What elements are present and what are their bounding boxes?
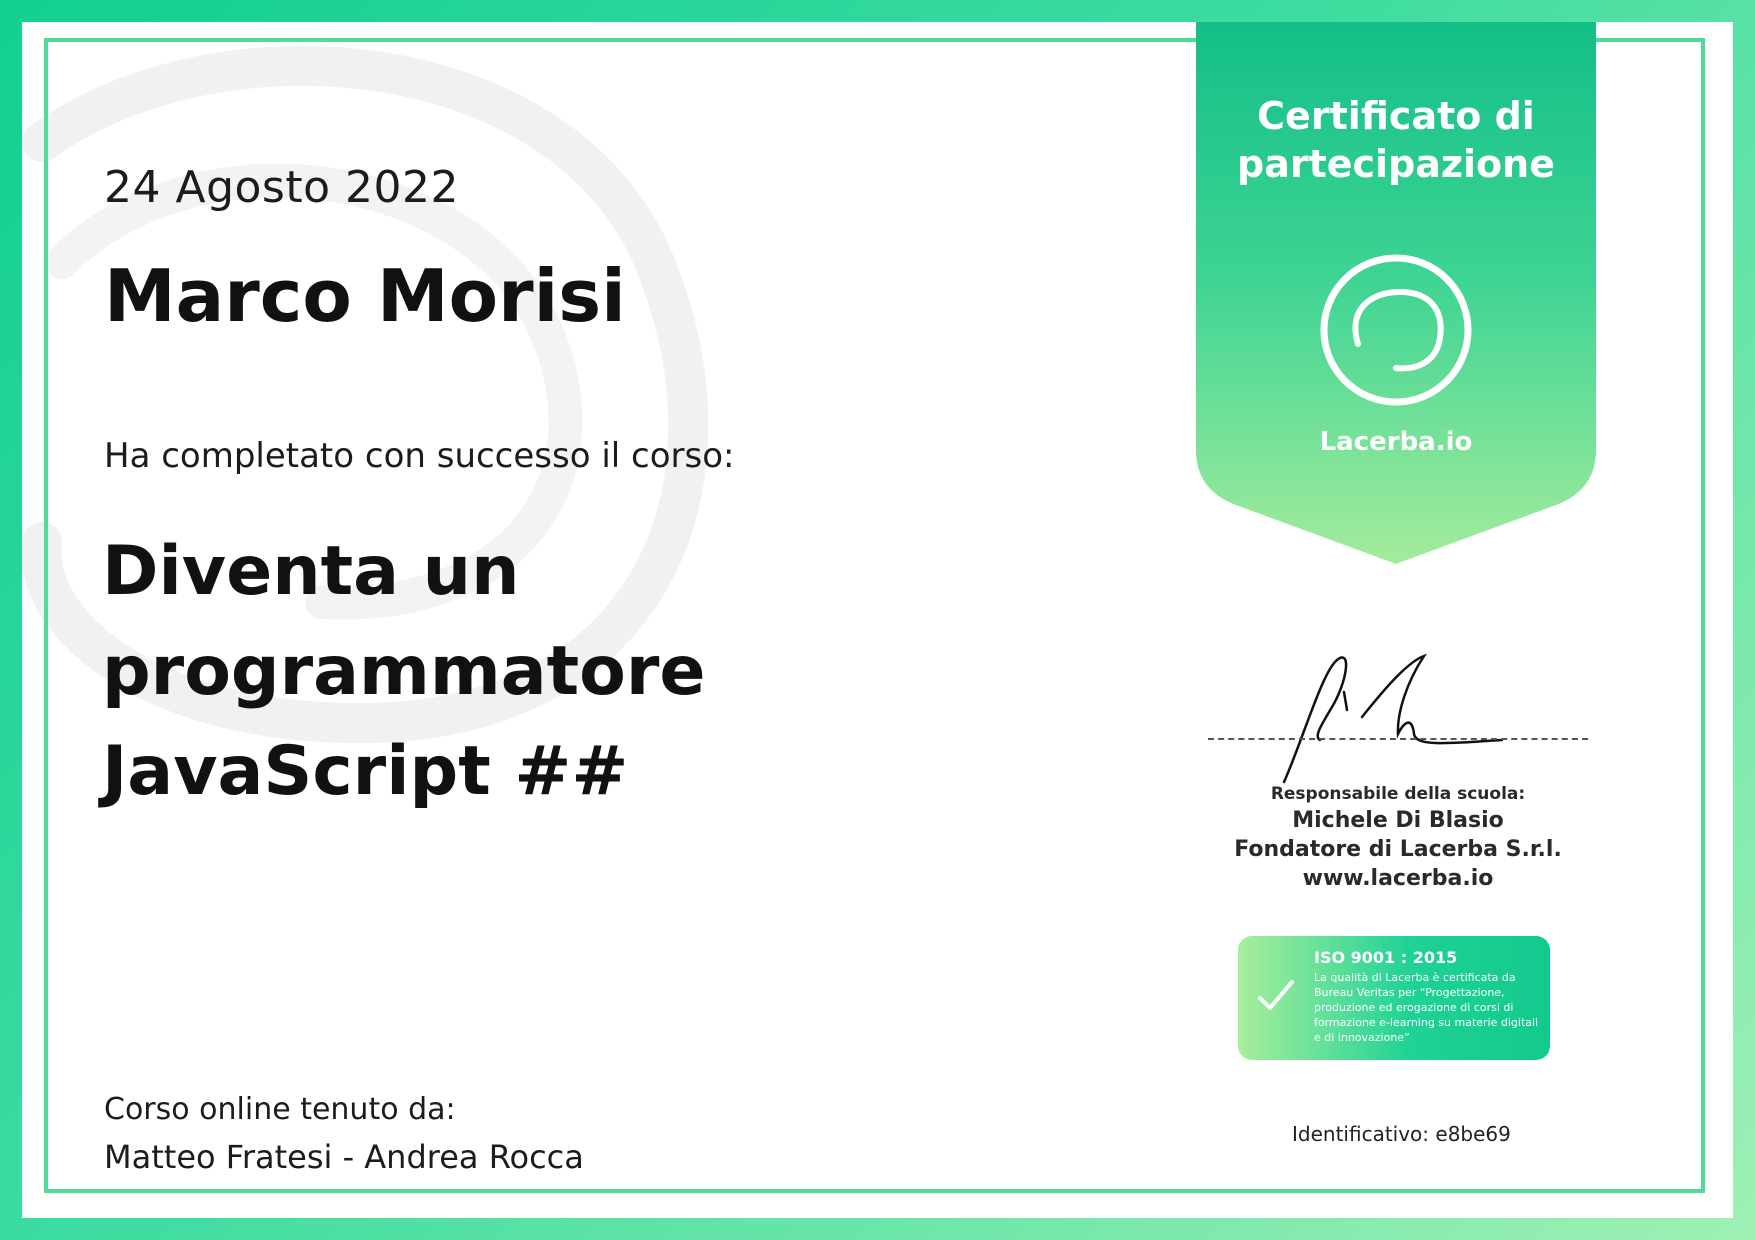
ribbon-title-line-2: partecipazione bbox=[1237, 142, 1555, 186]
iso-title: ISO 9001 : 2015 bbox=[1314, 948, 1458, 967]
course-title bbox=[102, 522, 1102, 822]
signature-line bbox=[1208, 738, 1588, 740]
signer-title: Fondatore di Lacerba S.r.l. bbox=[1234, 837, 1562, 862]
signer-role: Responsabile della scuola: bbox=[1270, 784, 1526, 804]
signer-website: www.lacerba.io bbox=[1302, 866, 1494, 891]
certificate-identifier: Identificativo: e8be69 bbox=[1292, 1122, 1511, 1146]
lacerba-logo-icon bbox=[1318, 252, 1474, 408]
ribbon-brand: Lacerba.io bbox=[1319, 427, 1473, 457]
teachers-names: Matteo Fratesi - Andrea Rocca bbox=[104, 1138, 584, 1176]
completed-label: Ha completato con successo il corso: bbox=[104, 436, 735, 476]
ribbon-title bbox=[1196, 92, 1596, 188]
check-icon bbox=[1256, 976, 1296, 1016]
signer-name: Michele Di Blasio bbox=[1292, 808, 1504, 833]
certificate-sheet bbox=[22, 22, 1733, 1218]
course-title-line-1: Diventa un programmatore bbox=[102, 532, 706, 711]
certificate-date: 24 Agosto 2022 bbox=[104, 162, 459, 213]
signature-caption bbox=[1198, 782, 1598, 893]
recipient-name: Marco Morisi bbox=[104, 254, 626, 338]
iso-description: La qualità di Lacerba è certificata da Bureau Veritas per “Progettazione, produzione ed erogazione di corsi di formazione e-learning su materie digitali e di innovazione” bbox=[1314, 971, 1539, 1044]
taught-by-label: Corso online tenuto da: bbox=[104, 1092, 456, 1127]
course-title-line-2: JavaScript ## bbox=[102, 732, 629, 811]
ribbon-title-line-1: Certificato di bbox=[1257, 94, 1535, 138]
iso-badge bbox=[1238, 936, 1550, 1060]
